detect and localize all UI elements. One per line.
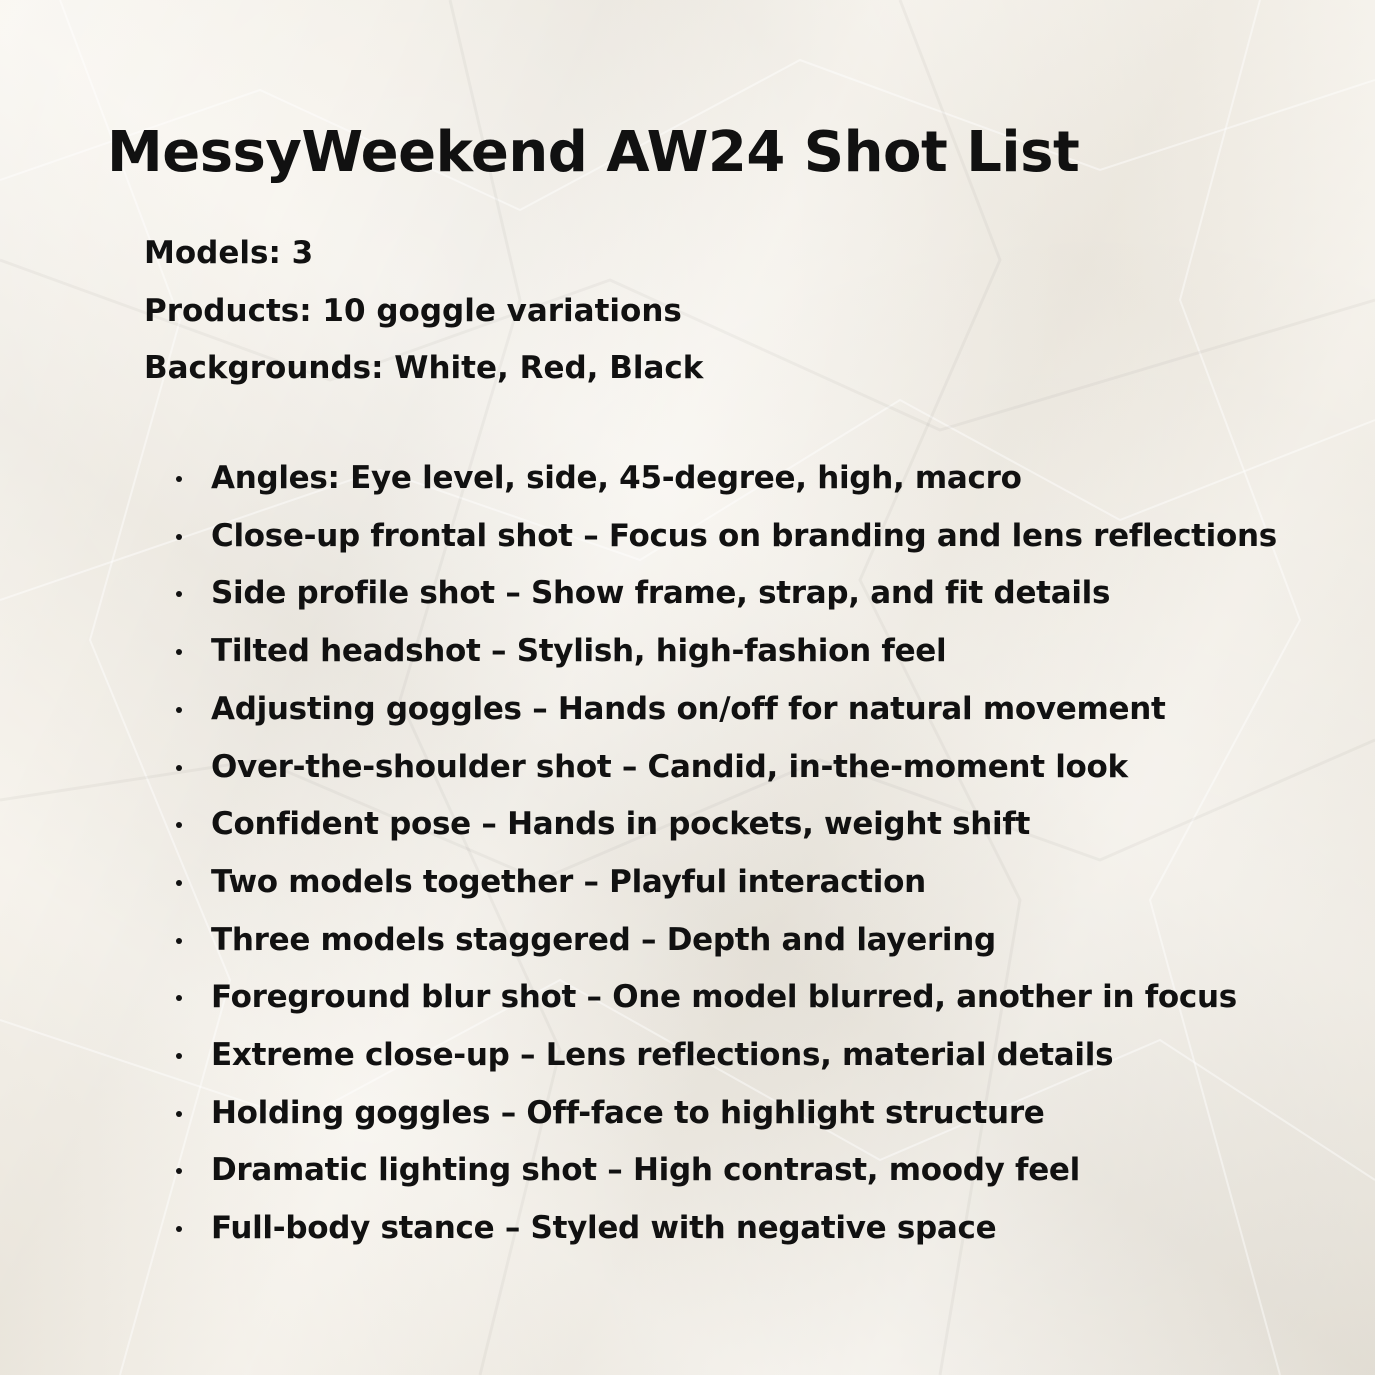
shot-list bbox=[172, 450, 1277, 1258]
list-item bbox=[172, 1200, 1277, 1258]
list-item bbox=[172, 508, 1277, 566]
shot-text: Full-body stance – Styled with negative space bbox=[211, 1210, 997, 1247]
shot-text: Three models staggered – Depth and layering bbox=[211, 921, 996, 958]
shot-text: Adjusting goggles – Hands on/off for natural movement bbox=[211, 690, 1166, 727]
shoot-details bbox=[144, 225, 703, 398]
bullet-icon bbox=[176, 476, 182, 482]
backgrounds-list: Backgrounds: White, Red, Black bbox=[144, 350, 704, 386]
shot-text: Angles: Eye level, side, 45-degree, high, macro bbox=[211, 460, 1022, 496]
shot-text: Over-the-shoulder shot – Candid, in-the-moment look bbox=[211, 748, 1128, 785]
list-item bbox=[172, 1085, 1277, 1143]
list-item bbox=[172, 912, 1277, 970]
bullet-icon bbox=[176, 1111, 182, 1117]
bullet-icon bbox=[176, 938, 182, 944]
list-item bbox=[172, 796, 1277, 854]
products-count: Products: 10 goggle variations bbox=[144, 292, 682, 329]
list-item bbox=[172, 969, 1277, 1027]
bullet-icon bbox=[176, 534, 182, 540]
list-item bbox=[172, 681, 1277, 739]
list-item bbox=[172, 565, 1277, 623]
shot-text: Extreme close-up – Lens reflections, material details bbox=[211, 1037, 1114, 1074]
shot-text: Two models together – Playful interaction bbox=[211, 863, 926, 900]
page-title: MessyWeekend AW24 Shot List bbox=[107, 120, 1080, 185]
list-item bbox=[172, 450, 1277, 508]
bullet-icon bbox=[176, 591, 182, 597]
list-item bbox=[172, 739, 1277, 797]
shot-text: Side profile shot – Show frame, strap, and fit details bbox=[211, 575, 1111, 612]
bullet-icon bbox=[176, 880, 182, 886]
shot-text: Holding goggles – Off-face to highlight structure bbox=[211, 1094, 1045, 1131]
bullet-icon bbox=[176, 1053, 182, 1059]
shot-text: Foreground blur shot – One model blurred, another in focus bbox=[211, 979, 1237, 1016]
shot-text: Confident pose – Hands in pockets, weight shift bbox=[211, 806, 1031, 843]
list-item bbox=[172, 1142, 1277, 1200]
list-item bbox=[172, 854, 1277, 912]
bullet-icon bbox=[176, 1226, 182, 1232]
bullet-icon bbox=[176, 1168, 182, 1174]
shot-text: Tilted headshot – Stylish, high-fashion feel bbox=[211, 633, 947, 670]
list-item bbox=[172, 1027, 1277, 1085]
bullet-icon bbox=[176, 707, 182, 713]
bullet-icon bbox=[176, 995, 182, 1001]
models-count: Models: 3 bbox=[144, 235, 314, 271]
shot-text: Close-up frontal shot – Focus on branding and lens reflections bbox=[211, 517, 1277, 554]
bullet-icon bbox=[176, 649, 182, 655]
list-item bbox=[172, 623, 1277, 681]
bullet-icon bbox=[176, 822, 182, 828]
bullet-icon bbox=[176, 765, 182, 771]
shot-text: Dramatic lighting shot – High contrast, moody feel bbox=[211, 1152, 1080, 1189]
